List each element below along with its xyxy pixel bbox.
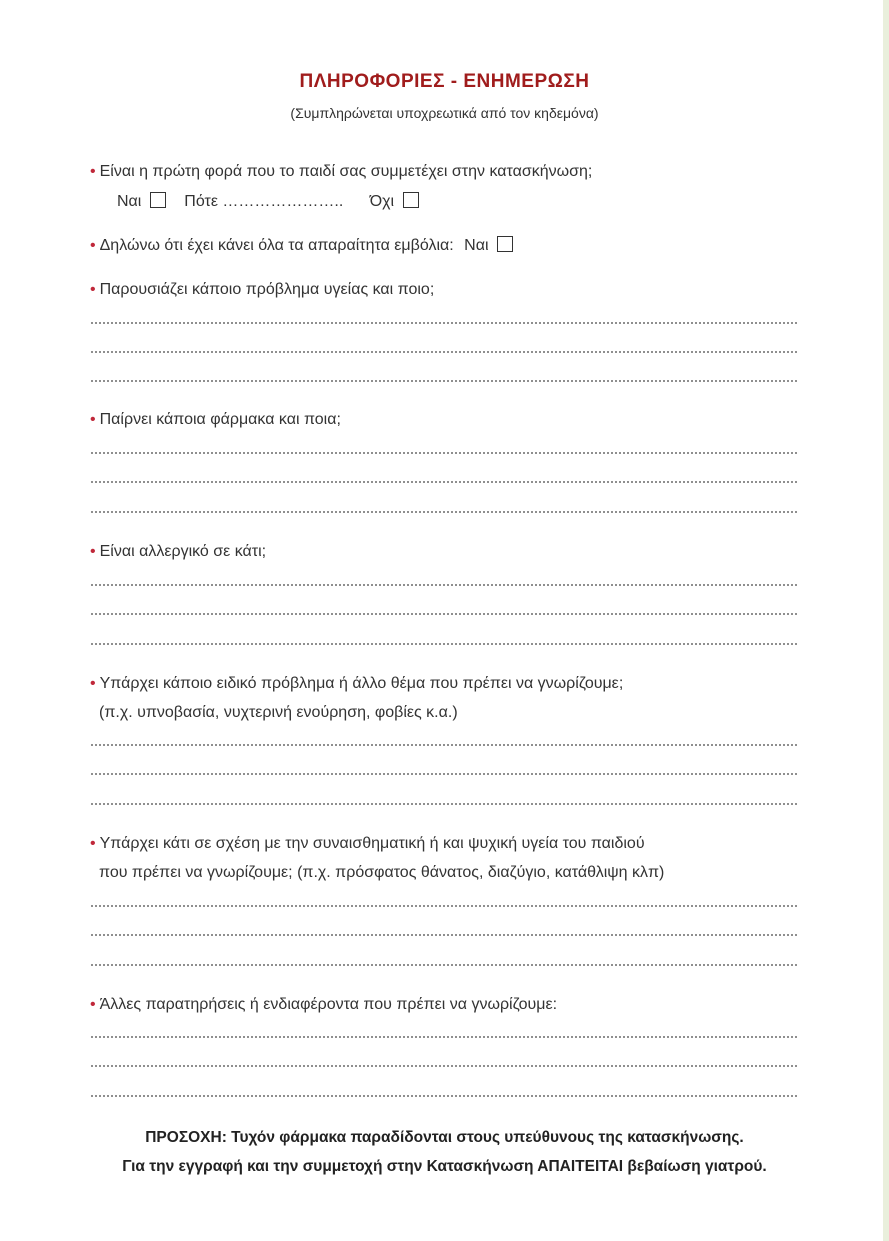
medication-answer-line-2[interactable] xyxy=(90,481,798,483)
first-time-no-checkbox[interactable] xyxy=(403,192,419,208)
bullet-icon: • xyxy=(90,163,96,180)
bullet-icon: • xyxy=(90,411,96,428)
no-label: Όχι xyxy=(369,193,395,210)
question-vaccines: • Δηλώνω ότι έχει κάνει όλα τα απαραίτητα εμβόλια: Ναι xyxy=(90,236,513,255)
when-label: Πότε ………………….. xyxy=(184,193,344,210)
emotional-answer-line-3[interactable] xyxy=(90,964,798,966)
bullet-icon: • xyxy=(90,835,96,852)
medication-answer-line-3[interactable] xyxy=(90,511,798,513)
question-first-time: • Είναι η πρώτη φορά που το παιδί σας συμμετέχει στην κατασκήνωση; xyxy=(90,163,593,180)
bullet-icon: • xyxy=(90,543,96,560)
first-time-options xyxy=(117,192,419,211)
question-emotional-health: • Υπάρχει κάτι σε σχέση με την συναισθηματική ή και ψυχική υγεία του παιδιού xyxy=(90,835,645,852)
first-time-yes-checkbox[interactable] xyxy=(150,192,166,208)
vaccines-yes-label: Ναι xyxy=(464,237,489,254)
allergy-answer-line-2[interactable] xyxy=(90,613,798,615)
attention-note: ΠΡΟΣΟΧΗ: Τυχόν φάρμακα παραδίδονται στους υπεύθυνους της κατασκήνωσης. xyxy=(145,1129,744,1146)
yes-label: Ναι xyxy=(117,193,142,210)
special-answer-line-1[interactable] xyxy=(90,744,798,746)
question-special-issue: • Υπάρχει κάποιο ειδικό πρόβλημα ή άλλο θέμα που πρέπει να γνωρίζουμε; xyxy=(90,675,624,692)
remarks-answer-line-2[interactable] xyxy=(90,1065,798,1067)
question-health-problem: • Παρουσιάζει κάποιο πρόβλημα υγείας και ποιο; xyxy=(90,281,435,298)
allergy-answer-line-3[interactable] xyxy=(90,643,798,645)
form-subtitle: (Συμπληρώνεται υποχρεωτικά από τον κηδεμόνα) xyxy=(290,105,599,121)
special-issue-examples: (π.χ. υπνοβασία, νυχτερινή ενούρηση, φοβίες κ.α.) xyxy=(99,704,458,721)
special-answer-line-3[interactable] xyxy=(90,803,798,805)
emotional-answer-line-1[interactable] xyxy=(90,905,798,907)
medical-certificate-note: Για την εγγραφή και την συμμετοχή στην Κατασκήνωση ΑΠΑΙΤΕΙΤΑΙ βεβαίωση γιατρού. xyxy=(122,1158,767,1175)
question-other-remarks: • Άλλες παρατηρήσεις ή ενδιαφέροντα που πρέπει να γνωρίζουμε: xyxy=(90,996,558,1013)
question-medication: • Παίρνει κάποια φάρμακα και ποια; xyxy=(90,411,341,428)
vaccines-yes-checkbox[interactable] xyxy=(497,236,513,252)
remarks-answer-line-1[interactable] xyxy=(90,1036,798,1038)
special-answer-line-2[interactable] xyxy=(90,773,798,775)
bullet-icon: • xyxy=(90,281,96,298)
allergy-answer-line-1[interactable] xyxy=(90,584,798,586)
health-answer-line-1[interactable] xyxy=(90,322,798,324)
medication-answer-line-1[interactable] xyxy=(90,452,798,454)
emotional-answer-line-2[interactable] xyxy=(90,934,798,936)
bullet-icon: • xyxy=(90,237,96,254)
health-answer-line-2[interactable] xyxy=(90,351,798,353)
remarks-answer-line-3[interactable] xyxy=(90,1095,798,1097)
emotional-health-examples: που πρέπει να γνωρίζουμε; (π.χ. πρόσφατος θάνατος, διαζύγιο, κατάθλιψη κλπ) xyxy=(99,864,665,881)
bullet-icon: • xyxy=(90,996,96,1013)
health-answer-line-3[interactable] xyxy=(90,380,798,382)
question-allergy: • Είναι αλλεργικό σε κάτι; xyxy=(90,543,267,560)
page-edge-stripe xyxy=(883,0,889,1241)
form-title: ΠΛΗΡΟΦΟΡΙΕΣ - ΕΝΗΜΕΡΩΣΗ xyxy=(299,71,590,92)
bullet-icon: • xyxy=(90,675,96,692)
